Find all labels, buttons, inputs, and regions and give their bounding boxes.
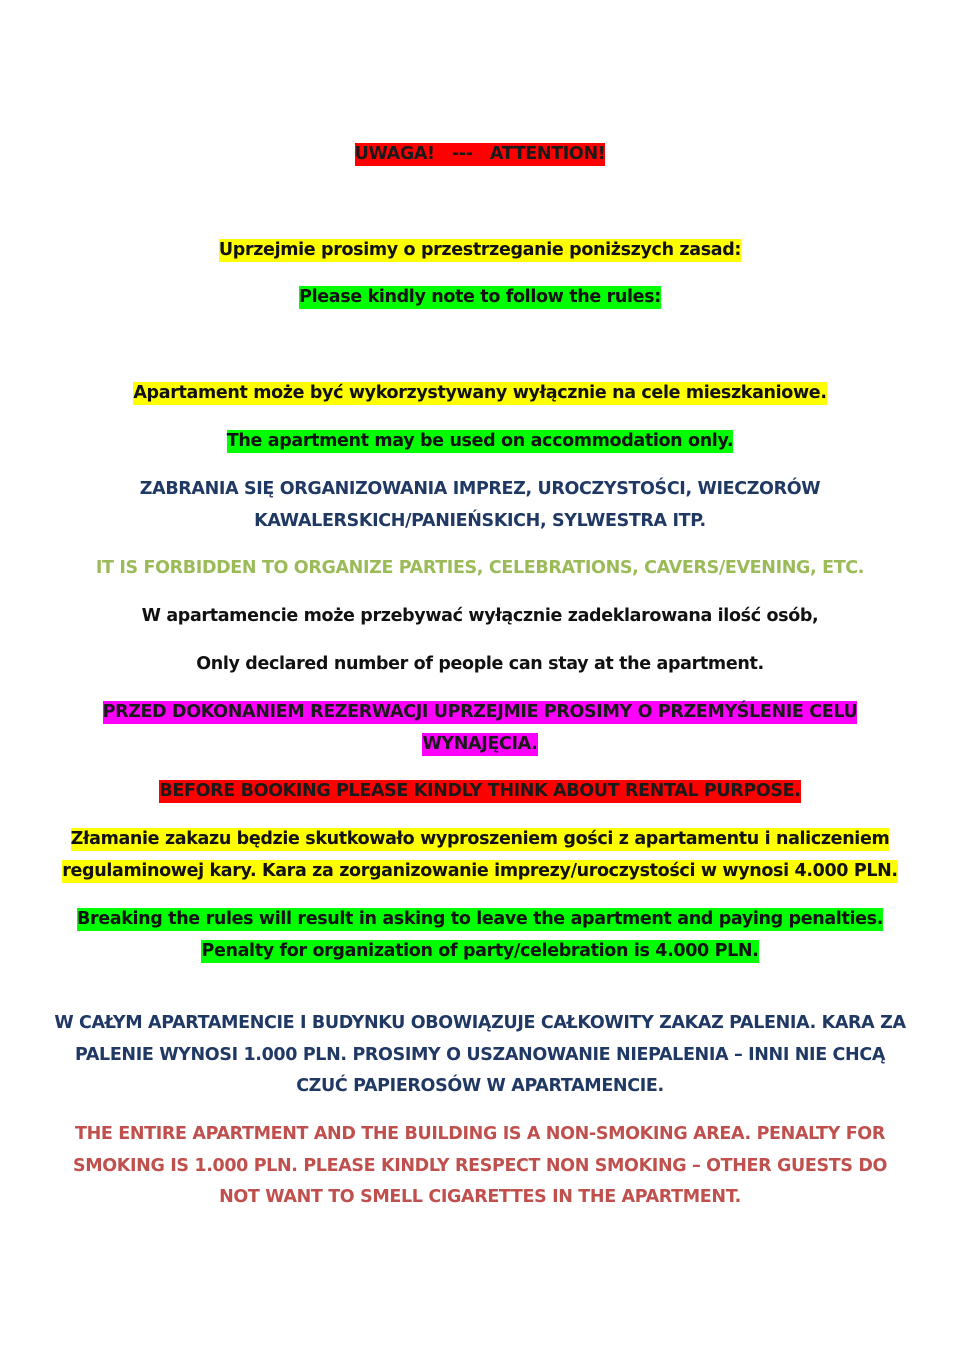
booking-polish xyxy=(100,697,860,760)
rule-use-english-text: The apartment may be used on accommodation only. xyxy=(226,431,734,451)
intro-polish xyxy=(40,235,920,267)
booking-english xyxy=(40,776,920,808)
booking-english-text: BEFORE BOOKING PLEASE KINDLY THINK ABOUT RENTAL PURPOSE. xyxy=(159,781,801,801)
penalty-polish xyxy=(40,824,920,887)
penalty-polish-text: Złamanie zakazu będzie skutkowało wyproszeniem gości z apartamentu i naliczeniem regulaminowej kary. Kara za zorganizowanie imprezy/uroczystości w wynosi 4.000 PLN. xyxy=(62,829,898,881)
forbidden-polish: ZABRANIA SIĘ ORGANIZOWANIA IMPREZ, UROCZYSTOŚCI, WIECZORÓW KAWALERSKICH/PANIEŃSKICH, SYLWESTRA ITP. xyxy=(139,479,821,531)
forbidden-english: IT IS FORBIDDEN TO ORGANIZE PARTIES, CELEBRATIONS, CAVERS/EVENING, ETC. xyxy=(95,558,865,578)
people-polish: W apartamencie może przebywać wyłącznie zadeklarowana ilość osób, xyxy=(141,606,819,626)
people-english: Only declared number of people can stay at the apartment. xyxy=(196,654,764,674)
attention-text: UWAGA! --- ATTENTION! xyxy=(354,144,606,164)
smoking-polish: W CAŁYM APARTAMENCIE I BUDYNKU OBOWIĄZUJE CAŁKOWITY ZAKAZ PALENIA. KARA ZA PALENIE WYNOSI 1.000 PLN. PROSIMY O USZANOWANIE NIEPALENIA – INNI NIE CHCĄ CZUĆ PAPIEROSÓW W APARTAMENCIE. xyxy=(54,1013,906,1096)
intro-english xyxy=(40,282,920,314)
penalty-english xyxy=(40,904,920,967)
rule-use-english xyxy=(40,426,920,458)
intro-english-text: Please kindly note to follow the rules: xyxy=(299,287,661,307)
booking-polish-text: PRZED DOKONANIEM REZERWACJI UPRZEJMIE PROSIMY O PRZEMYŚLENIE CELU WYNAJĘCIA. xyxy=(102,702,858,754)
intro-polish-text: Uprzejmie prosimy o przestrzeganie poniższych zasad: xyxy=(218,240,742,260)
rule-use-polish-text: Apartament może być wykorzystywany wyłącznie na cele mieszkaniowe. xyxy=(133,383,827,403)
penalty-english-text: Breaking the rules will result in asking to leave the apartment and paying penalties. Penalty for organization of party/celebration is 4.000 PLN. xyxy=(76,909,884,961)
attention-heading xyxy=(40,139,920,171)
smoking-english: THE ENTIRE APARTMENT AND THE BUILDING IS A NON-SMOKING AREA. PENALTY FOR SMOKING IS 1.000 PLN. PLEASE KINDLY RESPECT NON SMOKING – OTHER GUESTS DO NOT WANT TO SMELL CIGARETTES IN THE APARTMENT. xyxy=(72,1124,888,1207)
rule-use-polish xyxy=(40,378,920,410)
